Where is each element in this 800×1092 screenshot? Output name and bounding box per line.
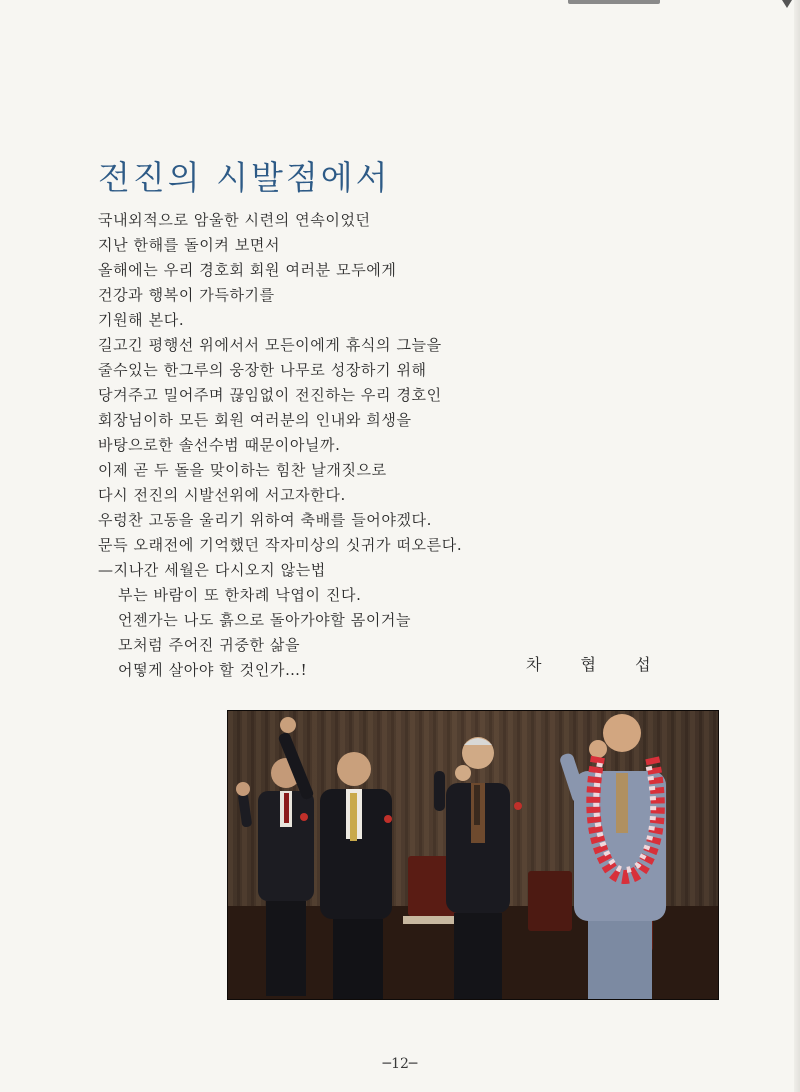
essay-line: 이제 곧 두 돌을 맞이하는 힘찬 날개짓으로: [98, 461, 387, 479]
author-name: 차 협 섭: [526, 655, 668, 674]
essay-line: 길고긴 평행선 위에서서 모든이에게 휴식의 그늘을: [98, 336, 442, 354]
essay-line: 건강과 행복이 가득하기를: [98, 286, 275, 304]
essay-line: 회장님이하 모든 회원 여러분의 인내와 희생을: [98, 411, 412, 429]
poem-line: 부는 바람이 또 한차례 낙엽이 진다.: [118, 586, 362, 604]
page-title: 전진의 시발점에서: [98, 158, 391, 197]
poem-line: 언젠가는 나도 흙으로 돌아가야할 몸이거늘: [118, 611, 412, 629]
essay-line: 문득 오래전에 기억했던 작자미상의 싯귀가 떠오른다.: [98, 536, 463, 554]
poem-line: —지나간 세월은 다시오지 않는법: [98, 561, 326, 579]
essay-line: 지난 한해를 돌이켜 보면서: [98, 236, 281, 254]
scan-artifact-corner: [782, 0, 792, 8]
photo-illustration: [228, 711, 718, 999]
essay-line: 다시 전진의 시발선위에 서고자한다.: [98, 486, 346, 504]
essay-line: 바탕으로한 솔선수범 때문이아닐까.: [98, 436, 341, 454]
page-edge: [794, 0, 800, 1092]
essay-line: 국내외적으로 암울한 시련의 연속이었던: [98, 211, 371, 229]
group-photo: [227, 710, 719, 1000]
essay-line: 줄수있는 한그루의 웅장한 나무로 성장하기 위해: [98, 361, 427, 379]
scan-artifact: [568, 0, 660, 4]
essay-line: 올해에는 우리 경호회 회원 여러분 모두에게: [98, 261, 397, 279]
essay-line: 기원해 본다.: [98, 311, 185, 329]
essay-line: 우렁찬 고동을 울리기 위하여 축배를 들어야겠다.: [98, 511, 433, 529]
poem-line: 모처럼 주어진 귀중한 삶을: [118, 636, 301, 654]
essay-line: 당겨주고 밀어주며 끊임없이 전진하는 우리 경호인: [98, 386, 442, 404]
poem-line: 어떻게 살아야 할 것인가…!: [118, 661, 308, 679]
essay-body: [98, 208, 478, 683]
page-number: ─12─: [382, 1056, 418, 1072]
